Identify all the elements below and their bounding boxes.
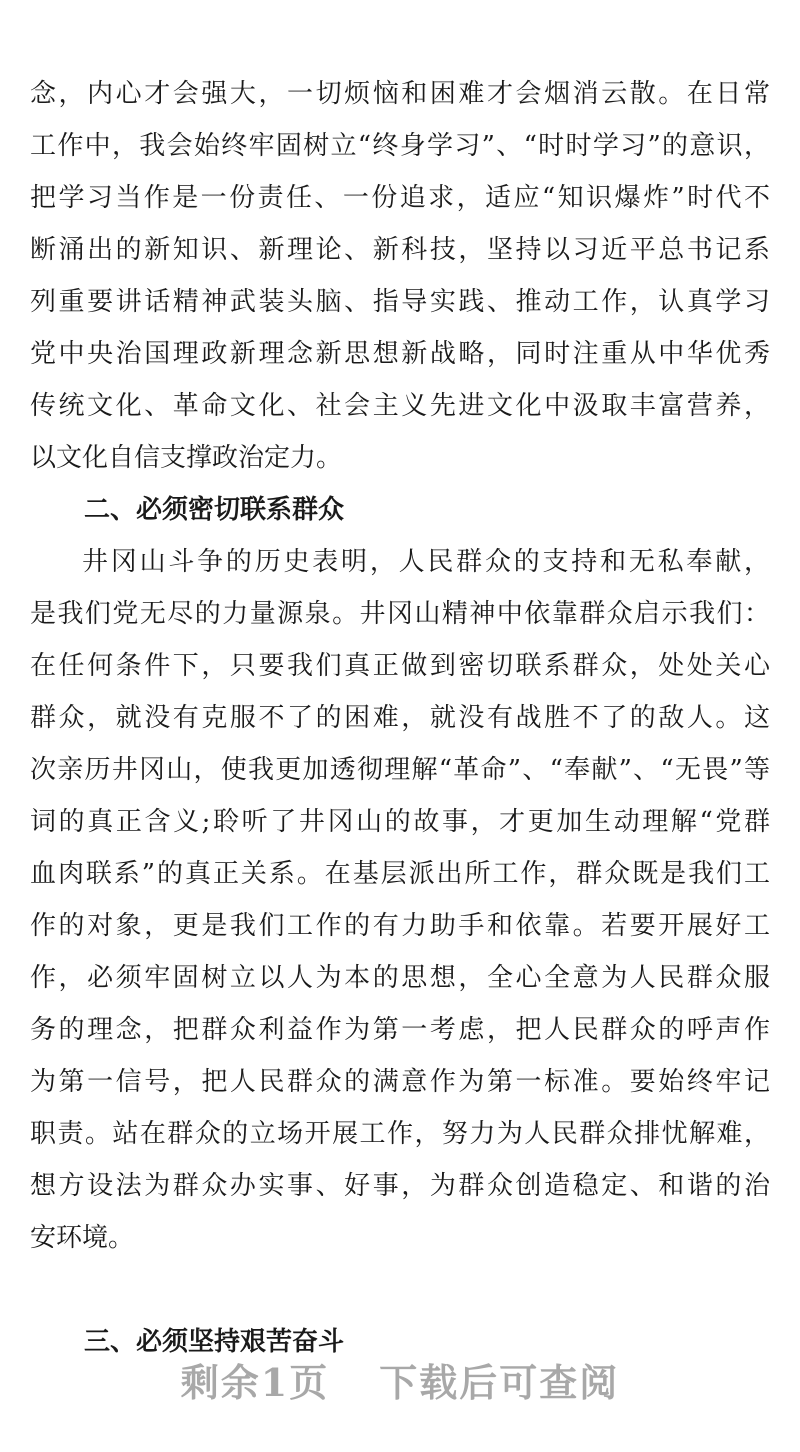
text-line: 词的真正含义;聆听了井冈山的故事，才更加生动理解“党群 (30, 807, 770, 837)
text-line: 把学习当作是一份责任、一份追求，适应“知识爆炸”时代不 (30, 183, 770, 213)
text-line: 作，必须牢固树立以人为本的思想，全心全意为人民群众服 (30, 963, 770, 993)
text-line: 群众，就没有克服不了的困难，就没有战胜不了的敌人。这 (30, 703, 770, 733)
text-line: 职责。站在群众的立场开展工作，努力为人民群众排忧解难， (30, 1119, 770, 1149)
text-line: 血肉联系”的真正关系。在基层派出所工作，群众既是我们工 (30, 859, 770, 889)
text-line: 次亲历井冈山，使我更加透彻理解“革命”、“奉献”、“无畏”等 (30, 755, 770, 785)
text-line: 想方设法为群众办实事、好事，为群众创造稳定、和谐的治 (30, 1171, 770, 1201)
text-line: 为第一信号，把人民群众的满意作为第一标准。要始终牢记 (30, 1067, 770, 1097)
text-line: 列重要讲话精神武装头脑、指导实践、推动工作，认真学习 (30, 287, 770, 317)
text-line: 传统文化、革命文化、社会主义先进文化中汲取丰富营养， (30, 391, 770, 421)
text-line: 务的理念，把群众利益作为第一考虑，把人民群众的呼声作 (30, 1015, 770, 1045)
text-line: 是我们党无尽的力量源泉。井冈山精神中依靠群众启示我们： (30, 599, 770, 629)
text-line: 以文化自信支撑政治定力。 (30, 443, 343, 473)
text-line: 断涌出的新知识、新理论、新科技，坚持以习近平总书记系 (30, 235, 770, 265)
text-line: 在任何条件下，只要我们真正做到密切联系群众，处处关心 (30, 651, 770, 681)
text-line: 工作中，我会始终牢固树立“终身学习”、“时时学习”的意识， (30, 131, 770, 161)
download-to-view-label: 下载后可查阅 (379, 1360, 620, 1405)
document-body (30, 68, 770, 1368)
download-prompt[interactable] (0, 1352, 800, 1407)
section-heading: 三、必须坚持艰苦奋斗 (84, 1327, 345, 1357)
blank-line (30, 1264, 770, 1316)
text-line: 作的对象，更是我们工作的有力助手和依靠。若要开展好工 (30, 911, 770, 941)
text-line: 安环境。 (30, 1223, 135, 1253)
remaining-pages-label: 剩余1页 (180, 1360, 330, 1405)
text-line: 念，内心才会强大，一切烦恼和困难才会烟消云散。在日常 (30, 79, 770, 109)
paragraph-first-line: 井冈山斗争的历史表明，人民群众的支持和无私奉献， (82, 547, 770, 577)
section-heading: 二、必须密切联系群众 (84, 495, 345, 525)
text-line: 党中央治国理政新理念新思想新战略，同时注重从中华优秀 (30, 339, 770, 369)
